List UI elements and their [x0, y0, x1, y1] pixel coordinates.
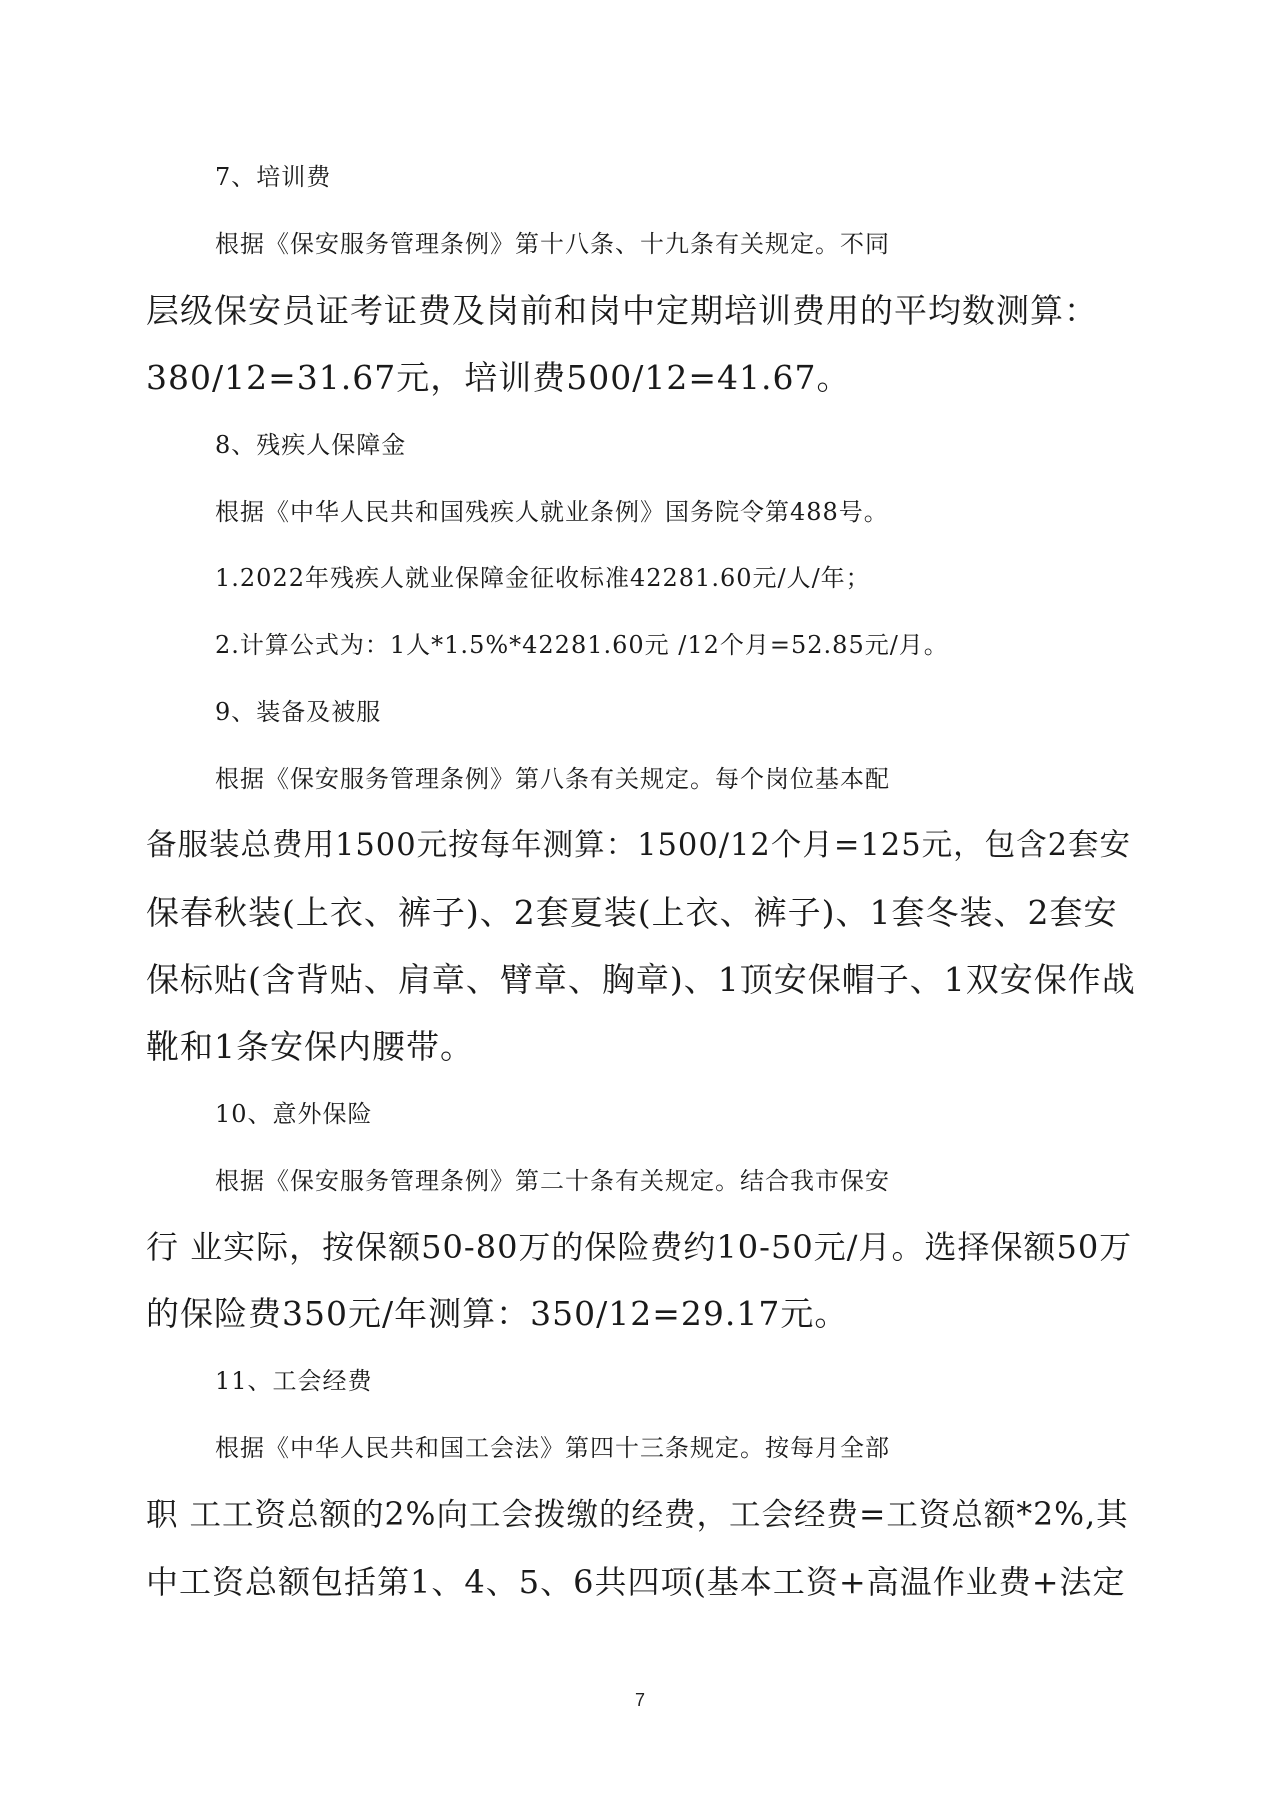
paragraph-line: 保标贴(含背贴、肩章、臂章、胸章)、1顶安保帽子、1双安保作战: [146, 960, 1136, 999]
paragraph-line: 2.计算公式为：1人*1.5%*42281.60元 /12个月=52.85元/月。: [215, 631, 949, 659]
paragraph-line: 根据《中华人民共和国工会法》第四十三条规定。按每月全部: [215, 1434, 890, 1462]
paragraph-line: 靴和1条安保内腰带。: [146, 1027, 474, 1066]
section-heading-training-fee: 7、培训费: [215, 163, 332, 191]
paragraph-line: 的保险费350元/年测算：350/12=29.17元。: [146, 1294, 849, 1333]
paragraph-line: 备服装总费用1500元按每年测算：1500/12个月=125元，包含2套安: [146, 828, 1132, 863]
paragraph-line: 根据《保安服务管理条例》第十八条、十九条有关规定。不同: [215, 230, 890, 258]
page-number: 7: [634, 1690, 645, 1710]
paragraph-line: 1.2022年残疾人就业保障金征收标准42281.60元/人/年；: [215, 564, 871, 592]
paragraph-line: 根据《中华人民共和国残疾人就业条例》国务院令第488号。: [215, 498, 889, 526]
paragraph-line: 层级保安员证考证费及岗前和岗中定期培训费用的平均数测算：: [146, 291, 1098, 330]
section-heading-equipment: 9、装备及被服: [215, 698, 382, 726]
paragraph-line: 职 工工资总额的2%向工会拨缴的经费，工会经费=工资总额*2%,其: [146, 1497, 1129, 1533]
paragraph-line: 根据《保安服务管理条例》第八条有关规定。每个岗位基本配: [215, 765, 890, 793]
section-heading-accident-insurance: 10、意外保险: [215, 1100, 373, 1128]
section-heading-union-fee: 11、工会经费: [215, 1367, 373, 1395]
paragraph-line: 行 业实际，按保额50-80万的保险费约10-50元/月。选择保额50万: [146, 1228, 1133, 1266]
paragraph-line: 380/12=31.67元，培训费500/12=41.67。: [146, 358, 851, 397]
section-heading-disability-fund: 8、残疾人保障金: [215, 431, 407, 459]
paragraph-line: 根据《保安服务管理条例》第二十条有关规定。结合我市保安: [215, 1167, 890, 1195]
paragraph-line: 中工资总额包括第1、4、5、6共四项(基本工资+高温作业费+法定: [146, 1563, 1126, 1601]
paragraph-line: 保春秋装(上衣、裤子)、2套夏装(上衣、裤子)、1套冬装、2套安: [146, 893, 1118, 932]
